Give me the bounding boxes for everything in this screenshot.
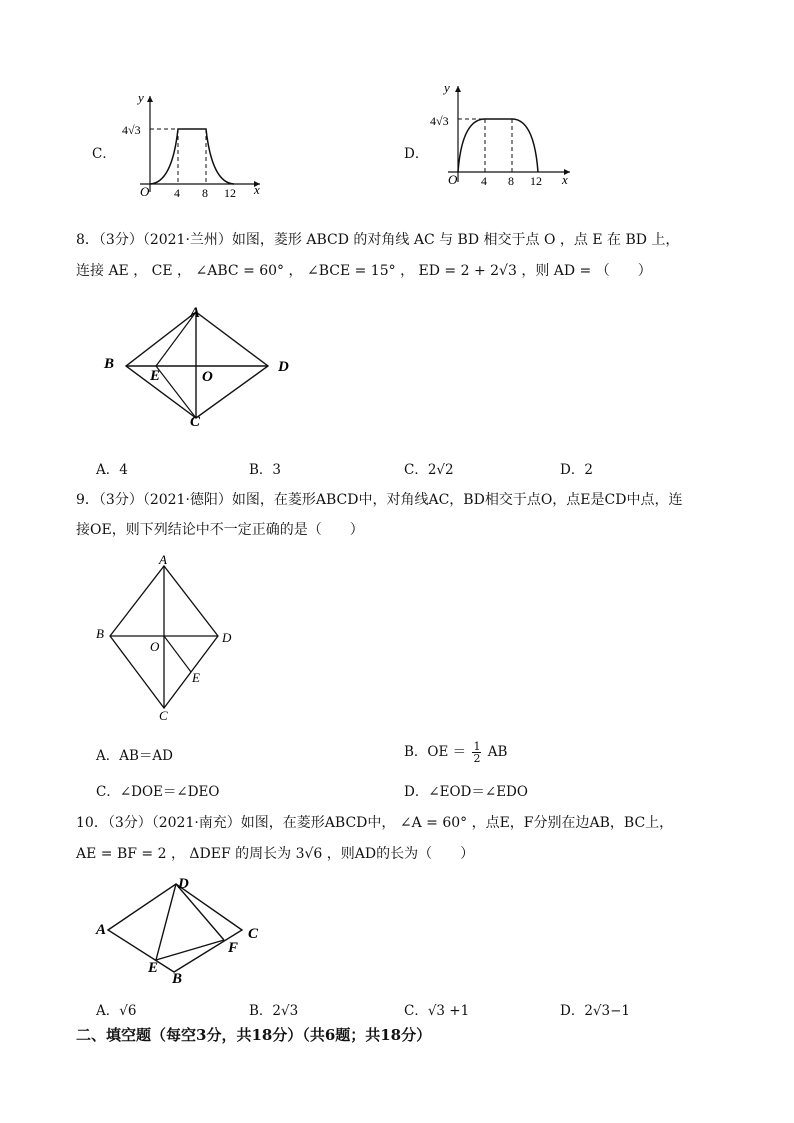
label-o: O (150, 639, 160, 654)
section-title: 二、填空题（每空3分，共18分）（共6题；共18分） (76, 1026, 432, 1044)
q8-option-c: C．2√2 (404, 462, 454, 478)
q10-option-b: B．2√3 (249, 1003, 299, 1019)
q8-text-line1: 8．（3分）（2021·兰州）如图，菱形 ABCD 的对角线 AC 与 BD 相交于点 O ，点 E 在 BD 上， (76, 232, 680, 248)
label-b: B (104, 356, 115, 372)
label-a: A (159, 552, 167, 567)
label-c: C (190, 414, 201, 430)
graph-option-d (428, 80, 578, 192)
origin-label: O (140, 184, 150, 199)
fraction-denominator: 2 (473, 752, 481, 765)
q9-option-b-suffix: AB (487, 744, 508, 760)
label-e: E (192, 670, 200, 685)
q10-figure (92, 872, 272, 987)
label-a: A (96, 922, 107, 938)
fraction-one-half (472, 741, 481, 764)
q9-option-b (404, 740, 507, 764)
label-e: E (150, 368, 161, 384)
x-tick-8: 8 (508, 174, 514, 188)
q8-option-a: A．4 (96, 462, 128, 478)
q8-figure (96, 300, 306, 435)
q9-option-d: D．∠EOD＝∠EDO (404, 784, 528, 800)
label-d: D (222, 630, 232, 645)
q9-text-line2: 接OE，则下列结论中不一定正确的是（ ） (76, 522, 364, 538)
x-tick-8: 8 (202, 186, 208, 200)
q10-text-line2: AE = BF = 2 ， ΔDEF 的周长为 3√6 ，则AD的长为（ ） (76, 846, 475, 862)
y-value-label: 4√3 (122, 123, 141, 137)
label-b: B (172, 971, 183, 987)
x-tick-4: 4 (481, 174, 487, 188)
x-tick-12: 12 (530, 174, 542, 188)
q8-text-line2: 连接 AE ， CE ， ∠ABC = 60° ， ∠BCE = 15° ， ED = 2 + 2√3 ，则 AD = （ ） (76, 263, 652, 279)
label-c: C (159, 708, 168, 723)
x-axis-label: x (254, 182, 260, 197)
q10-option-a: A．√6 (96, 1003, 137, 1019)
option-d-label: D． (404, 146, 429, 162)
label-e: E (148, 960, 159, 976)
q9-option-c: C．∠DOE＝∠DEO (96, 784, 220, 800)
label-a: A (190, 305, 201, 321)
y-axis-label: y (138, 90, 144, 105)
q9-option-a: A．AB＝AD (96, 748, 173, 764)
option-c-label: C． (92, 146, 116, 162)
x-axis-label: x (562, 172, 568, 187)
label-d: D (178, 876, 189, 892)
x-tick-12: 12 (224, 186, 236, 200)
label-c: C (248, 926, 259, 942)
q8-option-b: B．3 (249, 462, 282, 478)
label-d: D (278, 359, 289, 375)
x-tick-4: 4 (174, 186, 180, 200)
q9-text-line1: 9．（3分）（2021·德阳）如图，在菱形ABCD中，对角线AC，BD相交于点O，点E是CD中点，连 (76, 492, 683, 508)
fraction-numerator: 1 (473, 740, 481, 753)
y-value-label: 4√3 (430, 114, 449, 128)
graph-option-c (120, 88, 270, 200)
label-f: F (228, 940, 239, 956)
q10-option-c: C．√3 +1 (404, 1003, 470, 1019)
q10-option-d: D．2√3−1 (560, 1003, 631, 1019)
q9-figure (92, 552, 242, 727)
label-o: O (202, 369, 213, 385)
label-b: B (96, 626, 104, 641)
q10-text-line1: 10．（3分）（2021·南充）如图，在菱形ABCD中， ∠A = 60° ，点E，F分别在边AB，BC上， (76, 815, 674, 831)
y-axis-label: y (444, 80, 450, 95)
q8-option-d: D．2 (560, 462, 593, 478)
q9-option-b-prefix: B．OE ＝ (404, 744, 467, 760)
origin-label: O (448, 172, 458, 187)
